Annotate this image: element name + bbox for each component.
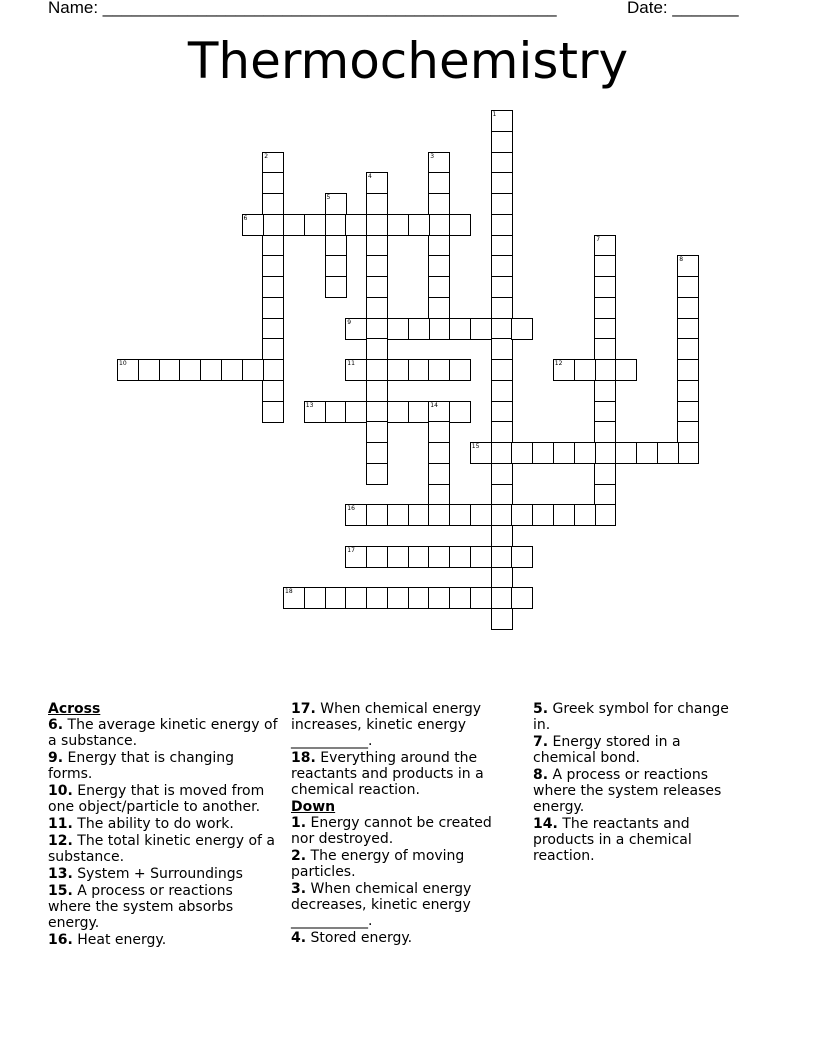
clue-number-label: 18. — [291, 750, 316, 766]
grid-cell[interactable] — [387, 546, 409, 568]
grid-cell[interactable] — [262, 401, 284, 423]
clue-number-label: 14. — [533, 816, 558, 832]
grid-cell[interactable] — [491, 214, 513, 236]
clue-number: 14 — [430, 401, 438, 409]
clue-text: Heat energy. — [77, 932, 167, 948]
grid-cell[interactable] — [325, 587, 347, 609]
grid-cell[interactable] — [491, 172, 513, 194]
clue-item — [291, 750, 513, 798]
grid-cell[interactable] — [511, 504, 533, 526]
clue-item — [533, 767, 743, 815]
grid-cell[interactable] — [304, 401, 326, 423]
grid-cell[interactable] — [262, 214, 284, 236]
grid-cell[interactable] — [511, 318, 533, 340]
clue-item — [48, 866, 280, 882]
clue-number: 17 — [347, 546, 355, 554]
grid-cell[interactable] — [428, 546, 450, 568]
grid-cell[interactable] — [366, 214, 388, 236]
grid-cell[interactable] — [408, 546, 430, 568]
grid-cell[interactable] — [366, 297, 388, 319]
clue-text: When chemical energy decreases, kinetic energy ___________. — [291, 881, 472, 929]
grid-cell[interactable] — [491, 421, 513, 443]
grid-cell[interactable] — [366, 401, 388, 423]
grid-cell[interactable] — [532, 442, 554, 464]
grid-cell[interactable] — [387, 318, 409, 340]
clue-text: Energy cannot be created nor destroyed. — [291, 815, 492, 847]
clue-number: 6 — [243, 214, 248, 222]
clue-number: 13 — [305, 401, 314, 409]
grid-cell[interactable] — [408, 587, 430, 609]
grid-cell[interactable] — [470, 318, 492, 340]
down-heading: Down — [291, 799, 336, 815]
grid-cell[interactable] — [325, 276, 347, 298]
grid-cell[interactable] — [491, 380, 513, 402]
clue-number: 7 — [596, 235, 601, 243]
clue-text: Everything around the reactants and products in a chemical reaction. — [291, 750, 484, 798]
grid-cell[interactable] — [387, 401, 409, 423]
grid-cell[interactable] — [553, 504, 575, 526]
grid-cell[interactable] — [262, 172, 284, 194]
grid-cell[interactable] — [491, 235, 513, 257]
clue-item — [48, 783, 280, 815]
grid-cell[interactable] — [345, 359, 367, 381]
grid-cell[interactable] — [594, 276, 616, 298]
grid-cell[interactable] — [366, 587, 388, 609]
grid-cell[interactable] — [594, 318, 616, 340]
grid-cell[interactable] — [262, 359, 284, 381]
grid-cell[interactable] — [574, 504, 596, 526]
grid-cell[interactable] — [553, 442, 575, 464]
grid-cell[interactable] — [428, 318, 450, 340]
across-heading: Across — [48, 701, 101, 717]
grid-cell[interactable] — [594, 442, 616, 464]
grid-cell[interactable] — [428, 297, 450, 319]
grid-cell[interactable] — [304, 587, 326, 609]
grid-cell[interactable] — [262, 235, 284, 257]
clue-number-label: 9. — [48, 750, 64, 766]
clue-item — [291, 701, 513, 749]
grid-cell[interactable] — [574, 359, 596, 381]
grid-cell[interactable] — [594, 338, 616, 360]
clue-number: 12 — [554, 360, 563, 367]
grid-cell[interactable] — [345, 504, 367, 526]
clue-text: Energy that is moved from one object/particle to another. — [48, 783, 265, 815]
clue-number-label: 2. — [291, 848, 307, 864]
grid-cell[interactable] — [428, 276, 450, 298]
grid-cell[interactable] — [511, 587, 533, 609]
grid-cell[interactable] — [159, 359, 181, 381]
clue-text: Stored energy. — [310, 930, 413, 946]
grid-cell[interactable] — [491, 401, 513, 423]
date-field-label: Date: _______ — [627, 0, 739, 17]
grid-cell[interactable] — [511, 546, 533, 568]
grid-cell[interactable] — [428, 421, 450, 443]
clue-item — [533, 701, 743, 733]
clue-text: Energy stored in a chemical bond. — [533, 734, 681, 766]
clue-number: 15 — [471, 443, 480, 450]
clue-text: A process or reactions where the system releases energy. — [533, 767, 722, 815]
grid-cell[interactable] — [408, 318, 430, 340]
grid-cell[interactable] — [325, 193, 347, 215]
grid-cell[interactable] — [283, 214, 305, 236]
clue-number: 3 — [430, 152, 435, 160]
grid-cell[interactable] — [491, 193, 513, 215]
grid-cell[interactable] — [470, 504, 492, 526]
grid-cell[interactable] — [428, 172, 450, 194]
clue-number-label: 7. — [533, 734, 549, 750]
grid-cell[interactable] — [636, 442, 658, 464]
grid-cell[interactable] — [283, 587, 305, 609]
grid-cell[interactable] — [242, 214, 264, 236]
grid-cell[interactable] — [387, 504, 409, 526]
clue-number: 18 — [285, 588, 293, 596]
grid-cell[interactable] — [594, 401, 616, 423]
grid-cell[interactable] — [491, 276, 513, 298]
clue-number-label: 15. — [48, 883, 73, 899]
clue-text: The total kinetic energy of a substance. — [48, 833, 275, 865]
grid-cell[interactable] — [491, 525, 513, 547]
grid-cell[interactable] — [200, 359, 222, 381]
grid-cell[interactable] — [449, 359, 471, 381]
grid-cell[interactable] — [677, 338, 699, 360]
grid-cell[interactable] — [366, 546, 388, 568]
grid-cell[interactable] — [428, 587, 450, 609]
grid-cell[interactable] — [428, 504, 450, 526]
grid-cell[interactable] — [428, 484, 450, 506]
clue-number: 4 — [368, 173, 372, 181]
grid-cell[interactable] — [366, 463, 388, 485]
grid-cell[interactable] — [470, 546, 492, 568]
grid-cell[interactable] — [366, 504, 388, 526]
clue-number-label: 11. — [48, 816, 73, 832]
clue-number-label: 12. — [48, 833, 73, 849]
grid-cell[interactable] — [594, 380, 616, 402]
grid-cell[interactable] — [325, 214, 347, 236]
grid-cell[interactable] — [325, 255, 347, 277]
clue-number: 9 — [347, 318, 352, 326]
grid-cell[interactable] — [491, 504, 513, 526]
clue-number-label: 13. — [48, 866, 73, 882]
grid-cell[interactable] — [491, 110, 513, 132]
grid-cell[interactable] — [449, 504, 471, 526]
grid-cell[interactable] — [428, 359, 450, 381]
clue-number: 11 — [347, 360, 355, 367]
grid-cell[interactable] — [491, 318, 513, 340]
clue-number-label: 10. — [48, 783, 73, 799]
clue-number-label: 3. — [291, 881, 307, 897]
grid-cell[interactable] — [594, 235, 616, 257]
grid-cell[interactable] — [408, 359, 430, 381]
grid-cell[interactable] — [657, 442, 679, 464]
clue-number: 16 — [347, 505, 355, 513]
grid-cell[interactable] — [449, 214, 471, 236]
grid-cell[interactable] — [366, 235, 388, 257]
grid-cell[interactable] — [428, 152, 450, 174]
grid-cell[interactable] — [677, 255, 699, 277]
clue-text: System + Surroundings — [77, 866, 243, 882]
clue-text: A process or reactions where the system absorbs energy. — [48, 883, 234, 931]
grid-cell[interactable] — [179, 359, 201, 381]
clue-number-label: 6. — [48, 717, 64, 733]
clue-text: The average kinetic energy of a substance. — [48, 717, 278, 749]
grid-cell[interactable] — [345, 587, 367, 609]
grid-cell[interactable] — [491, 608, 513, 630]
grid-cell[interactable] — [491, 442, 513, 464]
grid-cell[interactable] — [594, 255, 616, 277]
grid-cell[interactable] — [221, 359, 243, 381]
clue-number: 8 — [679, 256, 684, 264]
grid-cell[interactable] — [262, 297, 284, 319]
grid-cell[interactable] — [408, 401, 430, 423]
grid-cell[interactable] — [511, 442, 533, 464]
clue-item — [533, 816, 743, 864]
grid-cell[interactable] — [325, 235, 347, 257]
grid-cell[interactable] — [491, 152, 513, 174]
grid-cell[interactable] — [387, 587, 409, 609]
grid-cell[interactable] — [428, 214, 450, 236]
grid-cell[interactable] — [449, 587, 471, 609]
grid-cell[interactable] — [345, 214, 367, 236]
clues-column-3 — [533, 701, 743, 865]
grid-cell[interactable] — [138, 359, 160, 381]
clue-item — [291, 815, 513, 847]
grid-cell[interactable] — [594, 297, 616, 319]
clue-number-label: 4. — [291, 930, 307, 946]
grid-cell[interactable] — [262, 380, 284, 402]
clue-item — [48, 816, 280, 832]
clue-number: 1 — [492, 111, 497, 118]
grid-cell[interactable] — [366, 318, 388, 340]
name-field-label: Name: ________________________________________________ — [48, 0, 557, 17]
grid-cell[interactable] — [594, 421, 616, 443]
grid-cell[interactable] — [242, 359, 264, 381]
clue-text: When chemical energy increases, kinetic energy ___________. — [291, 701, 482, 749]
grid-cell[interactable] — [449, 318, 471, 340]
grid-cell[interactable] — [345, 546, 367, 568]
grid-cell[interactable] — [428, 193, 450, 215]
clue-text: Energy that is changing forms. — [48, 750, 235, 782]
grid-cell[interactable] — [491, 567, 513, 589]
grid-cell[interactable] — [366, 276, 388, 298]
clues-column-1 — [48, 701, 280, 949]
grid-cell[interactable] — [366, 442, 388, 464]
grid-cell[interactable] — [325, 401, 347, 423]
grid-cell[interactable] — [262, 255, 284, 277]
grid-cell[interactable] — [428, 255, 450, 277]
grid-cell[interactable] — [615, 359, 637, 381]
grid-cell[interactable] — [428, 401, 450, 423]
grid-cell[interactable] — [366, 193, 388, 215]
grid-cell[interactable] — [491, 546, 513, 568]
clue-item — [533, 734, 743, 766]
clue-number-label: 1. — [291, 815, 307, 831]
grid-cell[interactable] — [594, 484, 616, 506]
grid-cell[interactable] — [387, 214, 409, 236]
clue-item — [291, 881, 513, 929]
clues-column-2 — [291, 701, 513, 947]
grid-cell[interactable] — [677, 421, 699, 443]
grid-cell[interactable] — [677, 359, 699, 381]
grid-cell[interactable] — [345, 401, 367, 423]
clue-number-label: 8. — [533, 767, 549, 783]
clue-number-label: 16. — [48, 932, 73, 948]
clue-item — [48, 932, 280, 948]
clue-number: 5 — [326, 194, 331, 201]
grid-cell[interactable] — [677, 297, 699, 319]
grid-cell[interactable] — [366, 359, 388, 381]
clue-item — [291, 930, 513, 946]
grid-cell[interactable] — [677, 318, 699, 340]
grid-cell[interactable] — [491, 463, 513, 485]
grid-cell[interactable] — [491, 255, 513, 277]
clue-text: The energy of moving particles. — [291, 848, 465, 880]
grid-cell[interactable] — [491, 587, 513, 609]
grid-cell[interactable] — [449, 401, 471, 423]
grid-cell[interactable] — [428, 235, 450, 257]
grid-cell[interactable] — [262, 193, 284, 215]
clue-text: The ability to do work. — [77, 816, 234, 832]
grid-cell[interactable] — [491, 359, 513, 381]
grid-cell[interactable] — [594, 463, 616, 485]
grid-cell[interactable] — [366, 255, 388, 277]
grid-cell[interactable] — [387, 359, 409, 381]
clue-text: Greek symbol for change in. — [533, 701, 729, 733]
clue-number-label: 17. — [291, 701, 316, 717]
grid-cell[interactable] — [408, 214, 430, 236]
grid-cell[interactable] — [553, 359, 575, 381]
grid-cell[interactable] — [345, 318, 367, 340]
clue-number-label: 5. — [533, 701, 549, 717]
grid-cell[interactable] — [491, 484, 513, 506]
clue-item — [48, 750, 280, 782]
grid-cell[interactable] — [677, 380, 699, 402]
clue-number: 10 — [119, 360, 127, 367]
page-title: Thermochemistry — [187, 32, 629, 90]
grid-cell[interactable] — [491, 297, 513, 319]
grid-cell[interactable] — [574, 442, 596, 464]
grid-cell[interactable] — [470, 442, 492, 464]
grid-cell[interactable] — [117, 359, 139, 381]
clue-number: 2 — [264, 152, 269, 160]
grid-cell[interactable] — [677, 276, 699, 298]
grid-cell[interactable] — [532, 504, 554, 526]
grid-cell[interactable] — [262, 338, 284, 360]
grid-cell[interactable] — [408, 504, 430, 526]
grid-cell[interactable] — [491, 131, 513, 153]
clue-item — [48, 883, 280, 931]
grid-cell[interactable] — [449, 546, 471, 568]
clue-item — [48, 717, 280, 749]
clue-text: The reactants and products in a chemical reaction. — [533, 816, 692, 864]
grid-cell[interactable] — [366, 421, 388, 443]
grid-cell[interactable] — [262, 152, 284, 174]
grid-cell[interactable] — [677, 401, 699, 423]
grid-cell[interactable] — [470, 587, 492, 609]
grid-cell[interactable] — [428, 463, 450, 485]
grid-cell[interactable] — [594, 504, 616, 526]
grid-cell[interactable] — [262, 318, 284, 340]
grid-cell[interactable] — [304, 214, 326, 236]
grid-cell[interactable] — [677, 442, 699, 464]
grid-cell[interactable] — [594, 359, 616, 381]
grid-cell[interactable] — [615, 442, 637, 464]
grid-cell[interactable] — [262, 276, 284, 298]
grid-cell[interactable] — [366, 338, 388, 360]
clue-item — [48, 833, 280, 865]
grid-cell[interactable] — [491, 338, 513, 360]
grid-cell[interactable] — [366, 380, 388, 402]
grid-cell[interactable] — [366, 172, 388, 194]
grid-cell[interactable] — [428, 442, 450, 464]
clue-item — [291, 848, 513, 880]
